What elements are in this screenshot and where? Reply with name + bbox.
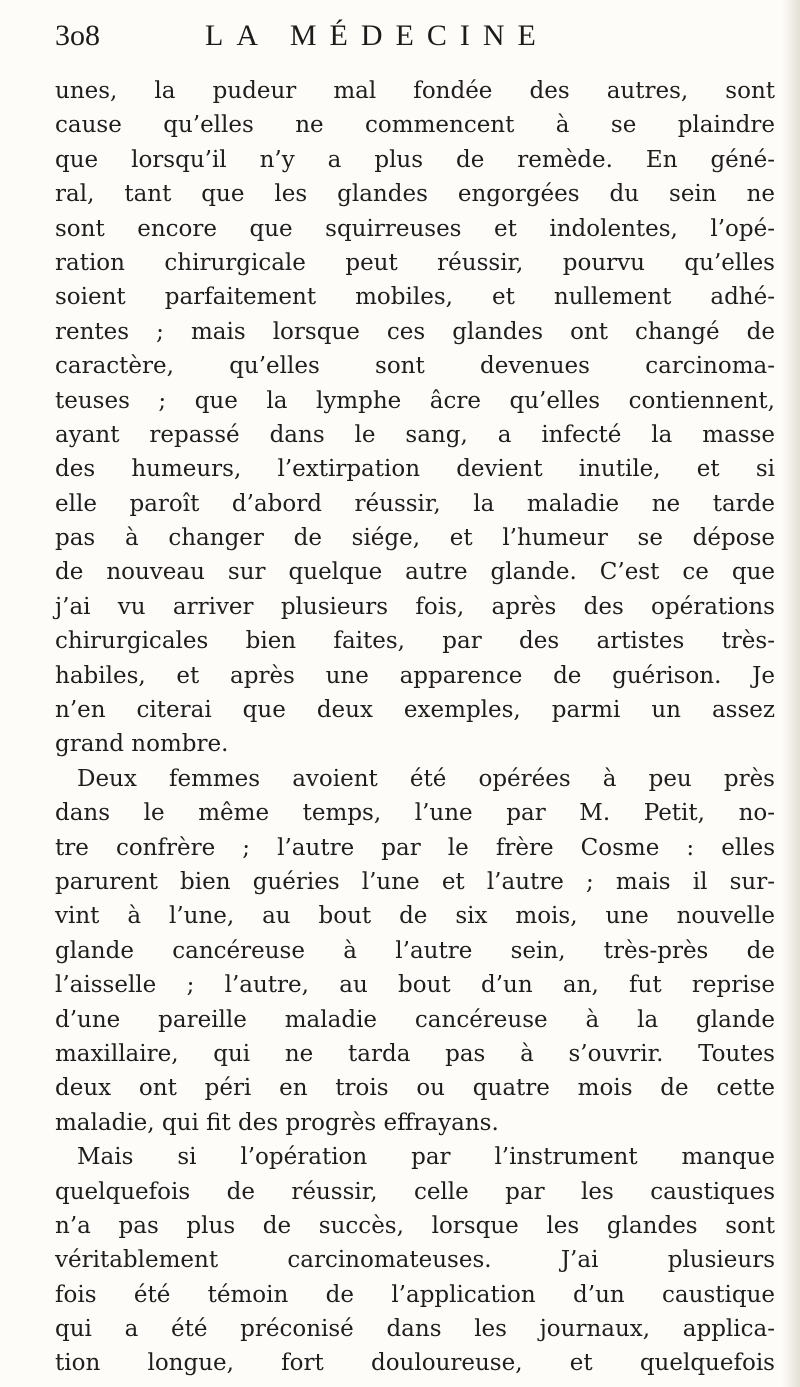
text-line: teuses ; que la lymphe âcre qu’elles contiennent, xyxy=(55,387,775,414)
text-line: d’une pareille maladie cancéreuse à la glande xyxy=(55,1006,775,1033)
text-line: j’ai vu arriver plusieurs fois, après des opérations xyxy=(55,593,775,620)
text-line: pas à changer de siége, et l’humeur se dépose xyxy=(55,525,775,552)
text-line: des humeurs, l’extirpation devient inutile, et si xyxy=(55,456,775,483)
text-line: dans le même temps, l’une par M. Petit, no- xyxy=(55,800,775,827)
text-line: véritablement carcinomateuses. J’ai plusieurs xyxy=(55,1247,775,1274)
text-line: Mais si l’opération par l’instrument manque xyxy=(77,1144,775,1171)
text-line: n’a pas plus de succès, lorsque les glandes sont xyxy=(55,1212,775,1239)
text-line: cause qu’elles ne commencent à se plaindre xyxy=(55,112,775,139)
text-line: tion longue, fort douloureuse, et quelquefois xyxy=(55,1350,775,1377)
text-line: l’aisselle ; l’autre, au bout d’un an, fut reprise xyxy=(55,972,775,999)
text-line: unes, la pudeur mal fondée des autres, sont xyxy=(55,78,775,104)
text-line: Deux femmes avoient été opérées à peu près xyxy=(77,765,775,792)
text-line: vint à l’une, au bout de six mois, une nouvelle xyxy=(55,903,775,930)
text-line: soient parfaitement mobiles, et nullement adhé- xyxy=(55,284,775,311)
text-line: ration chirurgicale peut réussir, pourvu qu’elles xyxy=(55,249,775,276)
page-header xyxy=(55,14,775,58)
text-line: ral, tant que les glandes engorgées du sein ne xyxy=(55,181,775,208)
text-line: ayant repassé dans le sang, a infecté la masse xyxy=(55,421,775,448)
text-line: que lorsqu’il n’y a plus de remède. En géné- xyxy=(55,146,775,173)
running-title: LA MÉDECINE xyxy=(205,19,549,52)
text-line: maxillaire, qui ne tarda pas à s’ouvrir. Toutes xyxy=(55,1040,775,1067)
page-number: 3o8 xyxy=(55,19,100,52)
text-line: caractère, qu’elles sont devenues carcinoma- xyxy=(55,353,775,380)
text-line: rentes ; mais lorsque ces glandes ont changé de xyxy=(55,318,775,345)
text-line: chirurgicales bien faites, par des artistes très- xyxy=(55,628,775,655)
text-line: n’en citerai que deux exemples, parmi un assez xyxy=(55,697,775,724)
text-line: de nouveau sur quelque autre glande. C’est ce que xyxy=(55,559,775,586)
text-line: deux ont péri en trois ou quatre mois de cette xyxy=(55,1075,775,1102)
body-text xyxy=(55,74,775,1381)
text-line: grand nombre. xyxy=(55,731,229,758)
text-line: tre confrère ; l’autre par le frère Cosme : elles xyxy=(55,834,775,861)
text-line: maladie, qui fit des progrès effrayans. xyxy=(55,1109,499,1136)
text-line: sont encore que squirreuses et indolentes, l’opé- xyxy=(55,215,775,242)
text-line: quelquefois de réussir, celle par les caustiques xyxy=(55,1178,775,1205)
page-edge-shadow xyxy=(782,0,800,1387)
text-line: fois été témoin de l’application d’un caustique xyxy=(55,1281,775,1308)
text-line: qui a été préconisé dans les journaux, applica- xyxy=(55,1316,775,1343)
text-line: parurent bien guéries l’une et l’autre ; mais il sur- xyxy=(55,868,775,895)
text-line: elle paroît d’abord réussir, la maladie ne tarde xyxy=(55,490,775,517)
text-line: habiles, et après une apparence de guérison. Je xyxy=(55,662,775,689)
text-line: glande cancéreuse à l’autre sein, très-près de xyxy=(55,937,775,964)
